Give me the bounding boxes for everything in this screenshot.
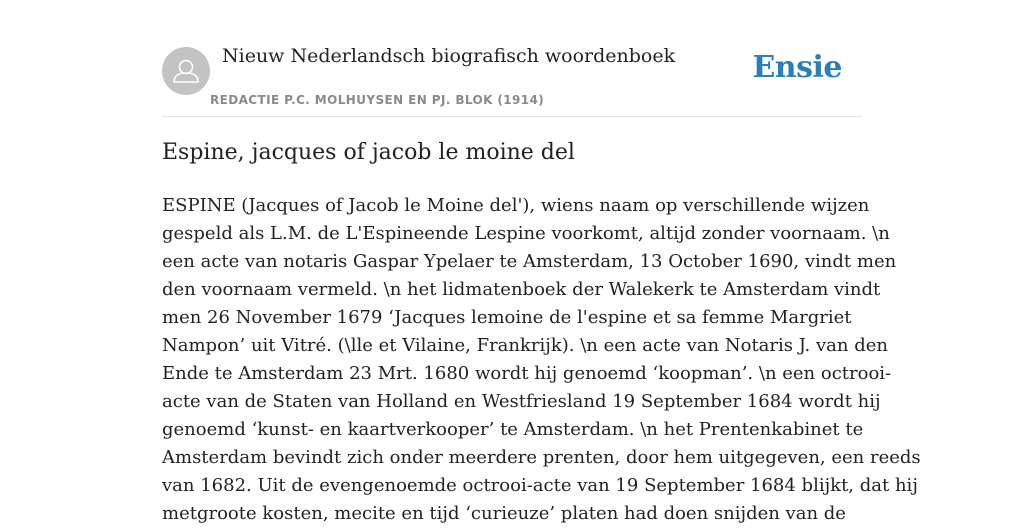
entry-body-line: van 1682. Uit de evengenoemde octrooi-acte van 19 September 1684 blijkt, dat hij [162, 475, 918, 496]
entry-body-line: een acte van notaris Gaspar Ypelaer te Amsterdam, 13 October 1690, vindt men [162, 251, 897, 272]
entry-body-line: Amsterdam bevindt zich onder meerdere prenten, door hem uitgegeven, een reeds [162, 447, 921, 468]
entry-body-line: gespeld als L.M. de L'Espineende Lespine voorkomt, altijd zonder voornaam. \n [162, 223, 890, 244]
avatar[interactable] [162, 47, 210, 95]
book-title[interactable]: Nieuw Nederlandsch biografisch woordenboek [222, 45, 676, 67]
entry-body-line: den voornaam vermeld. \n het lidmatenboek der Walekerk te Amsterdam vindt [162, 279, 881, 300]
entry-title: Espine, jacques of jacob le moine del [162, 140, 575, 165]
source-header [162, 0, 862, 117]
editors-credit: REDACTIE P.C. MOLHUYSEN EN PJ. BLOK (1914) [210, 93, 545, 107]
user-icon [162, 47, 210, 95]
entry-body-line: Ende te Amsterdam 23 Mrt. 1680 wordt hij genoemd ‘koopman’. \n een octrooi- [162, 363, 892, 384]
brand-logo[interactable]: Ensie [752, 50, 842, 85]
entry-body [162, 192, 921, 528]
entry-body-line: men 26 November 1679 ‘Jacques lemoine de l'espine et sa femme Margriet [162, 307, 852, 328]
article-page [162, 0, 921, 524]
entry-body-line: ESPINE (Jacques of Jacob le Moine del'), wiens naam op verschillende wijzen [162, 195, 870, 216]
entry-body-line: metgroote kosten, mecite en tijd ‘curieuze’ platen had doen snijden van de [162, 503, 846, 524]
entry-body-line: acte van de Staten van Holland en Westfriesland 19 September 1684 wordt hij [162, 391, 881, 412]
entry-body-line: Nampon’ uit Vitré. (\lle et Vilaine, Frankrijk). \n een acte van Notaris J. van den [162, 335, 888, 356]
entry-body-line: genoemd ‘kunst- en kaartverkooper’ te Amsterdam. \n het Prentenkabinet te [162, 419, 864, 440]
